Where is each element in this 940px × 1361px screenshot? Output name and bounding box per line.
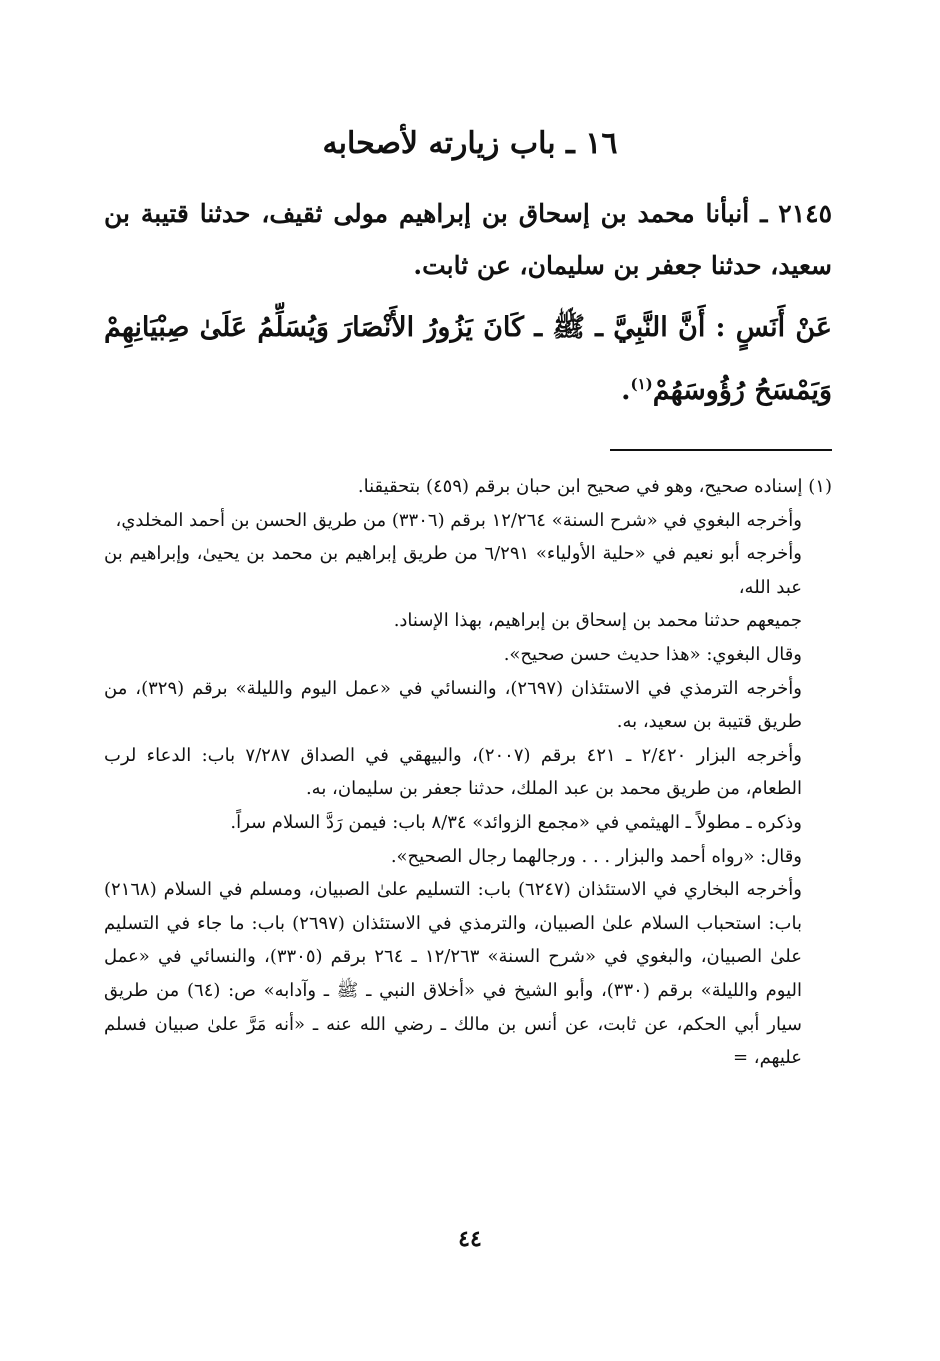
footnote-paragraph: وقال: «رواه أحمد والبزار . . . ورجالهما رجال الصحيح».	[390, 845, 802, 867]
footnote-paragraph: وأخرجه أبو نعيم في «حلية الأولياء» ٦/٢٩١ من طريق إبراهيم بن محمد بن يحيىٰ، وإبراهيم بن عبد الله،	[104, 543, 802, 598]
footnote-marker[interactable]: (١)	[630, 375, 653, 393]
hadith-matn: عَنْ أَنَسٍ : أَنَّ النَّبِيَّ ـ ﷺ ـ كَانَ يَزُورُ الأَنْصَارَ وَيُسَلِّمُ عَلَىٰ صِبْيَانِهِمْ وَيَمْسَحُ رُؤُوسَهُمْ	[104, 312, 832, 406]
footnotes	[104, 470, 832, 1075]
page-number: ٤٤	[458, 1226, 482, 1252]
hadith-matn-block	[104, 300, 832, 419]
footnote-paragraph: وأخرجه البغوي في «شرح السنة» ١٢/٢٦٤ برقم (٣٣٠٦) من طريق الحسن بن أحمد المخلدي،	[115, 509, 802, 531]
footnote-paragraph: وذكره ـ مطولاً ـ الهيثمي في «مجمع الزوائد» ٨/٣٤ باب: فيمن رَدَّ السلام سراً.	[230, 811, 802, 833]
footnote-paragraph: وقال البغوي: «هذا حديث حسن صحيح».	[503, 643, 802, 665]
footnote-divider	[610, 449, 832, 451]
hadith-isnad: ٢١٤٥ ـ أنبأنا محمد بن إسحاق بن إبراهيم مولى ثقيف، حدثنا قتيبة بن سعيد، حدثنا جعفر بن سليمان، عن ثابت.	[104, 199, 832, 280]
footnote-paragraph: جميعهم حدثنا محمد بن إسحاق بن إبراهيم، بهذا الإسناد.	[393, 610, 802, 632]
hadith-matn-end: .	[621, 375, 631, 406]
footnote-paragraph: وأخرجه البزار ٢/٤٢٠ ـ ٤٢١ برقم (٢٠٠٧)، والبيهقي في الصداق ٧/٢٨٧ باب: الدعاء لرب الطعام، من طريق محمد بن عبد الملك، حدثنا جعفر بن سليمان، به.	[104, 744, 803, 800]
footnote-paragraph: وأخرجه الترمذي في الاستئذان (٢٦٩٧)، والنسائي في «عمل اليوم والليلة» برقم (٣٢٩)، من طريق قتيبة بن سعيد، به.	[104, 677, 802, 733]
footnote-paragraph: (١) إسناده صحيح، وهو في صحيح ابن حبان برقم (٤٥٩) بتحقيقنا.	[357, 476, 832, 497]
footnote-paragraph: وأخرجه البخاري في الاستئذان (٦٢٤٧) باب: التسليم علىٰ الصبيان، ومسلم في السلام (٢١٦٨) باب: استحباب السلام علىٰ الصبيان، والترمذي في الاستئذان (٢٦٩٧) باب: ما جاء في التسليم علىٰ الصبيان، والبغوي في «شرح السنة» ١٢/٢٦٣ ـ ٢٦٤ برقم (٣٣٠٥)، والنسائي في «عمل اليوم والليلة» برقم (٣٣٠)، وأبو الشيخ في «أخلاق النبي ـ ﷺ ـ وآدابه» ص: (٦٤) من طريق سيار أبي الحكم، عن ثابت، عن أنس بن مالك ـ رضي الله عنه ـ «أنه مَرَّ علىٰ صبيان فسلم عليهم، =	[104, 879, 803, 1069]
chapter-title: ١٦ ـ باب زيارته لأصحابه	[322, 126, 618, 161]
